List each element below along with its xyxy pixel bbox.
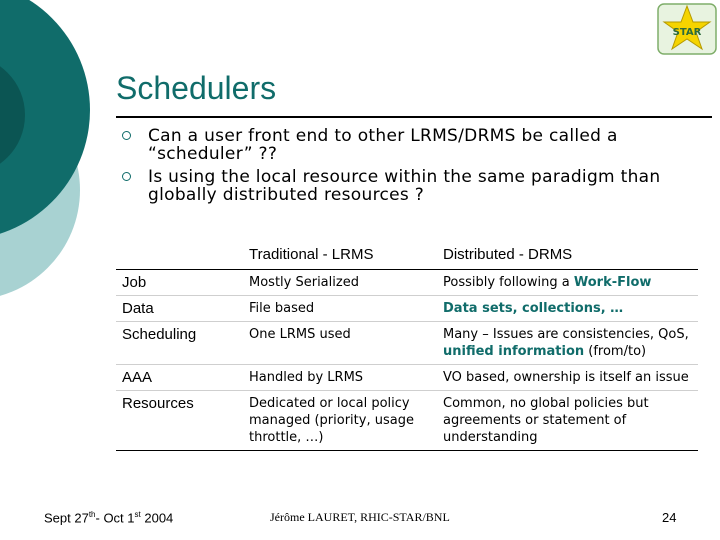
drms-highlight: unified information xyxy=(443,344,585,359)
footer-author: Jérôme LAURET, RHIC-STAR/BNL xyxy=(270,510,450,524)
bullet-text: Is using the local resource within the same paradigm than globally distributed resources ? xyxy=(148,167,661,205)
bullet-item xyxy=(122,168,692,204)
bullet-text: Can a user front end to other LRMS/DRMS be called a “scheduler” ?? xyxy=(148,126,618,164)
table-row xyxy=(116,391,698,451)
page-number: 24 xyxy=(662,510,677,525)
footer-date-part: 2004 xyxy=(140,510,174,526)
drms-text: Many – Issues are consistencies, QoS, xyxy=(443,327,689,342)
logo-text: STAR xyxy=(672,27,702,38)
column-header-lrms: Traditional - LRMS xyxy=(249,245,374,263)
circle-bullet-icon xyxy=(122,131,131,140)
footer-date-sup: st xyxy=(134,510,141,519)
row-label: Scheduling xyxy=(122,326,197,343)
slide-title: Schedulers xyxy=(116,70,277,106)
drms-cell xyxy=(437,391,698,451)
row-label: AAA xyxy=(122,369,153,386)
table-row xyxy=(116,270,698,296)
footer-date-part: - Oct 1 xyxy=(95,510,135,526)
drms-cell xyxy=(437,365,698,391)
drms-text: Common, no global policies but agreements or statement of understanding xyxy=(443,396,649,445)
lrms-cell: One LRMS used xyxy=(249,327,351,342)
drms-cell xyxy=(437,296,698,322)
drms-cell xyxy=(437,322,698,365)
row-label: Job xyxy=(122,274,147,291)
lrms-cell: Dedicated or local policy managed (priority, usage throttle, …) xyxy=(249,396,414,445)
bullet-item xyxy=(122,127,692,163)
lrms-cell: Handled by LRMS xyxy=(249,370,364,385)
drms-text: VO based, ownership is itself an issue xyxy=(443,370,689,385)
drms-text: Possibly following a xyxy=(443,275,574,290)
table-row xyxy=(116,322,698,365)
footer-date-sup: th xyxy=(88,510,96,519)
footer-date xyxy=(44,510,173,525)
bullet-list xyxy=(122,127,692,209)
column-header-drms: Distributed - DRMS xyxy=(443,245,573,263)
title-rule xyxy=(116,116,712,118)
row-label: Data xyxy=(122,300,154,317)
table-row xyxy=(116,296,698,322)
table-header-row xyxy=(116,239,698,270)
drms-text-tail: (from/to) xyxy=(584,344,647,359)
drms-highlight: Work-Flow xyxy=(573,275,652,290)
drms-highlight: Data sets, collections, … xyxy=(443,301,624,316)
lrms-cell: File based xyxy=(249,301,315,316)
circle-bullet-icon xyxy=(122,172,131,181)
footer-date-part: Sept 27 xyxy=(44,510,89,526)
table-row xyxy=(116,365,698,391)
star-logo-icon xyxy=(656,2,718,56)
drms-cell xyxy=(437,270,698,296)
row-label: Resources xyxy=(122,395,194,412)
comparison-table xyxy=(116,239,698,451)
lrms-cell: Mostly Serialized xyxy=(249,275,359,290)
table-header-corner xyxy=(116,239,243,270)
